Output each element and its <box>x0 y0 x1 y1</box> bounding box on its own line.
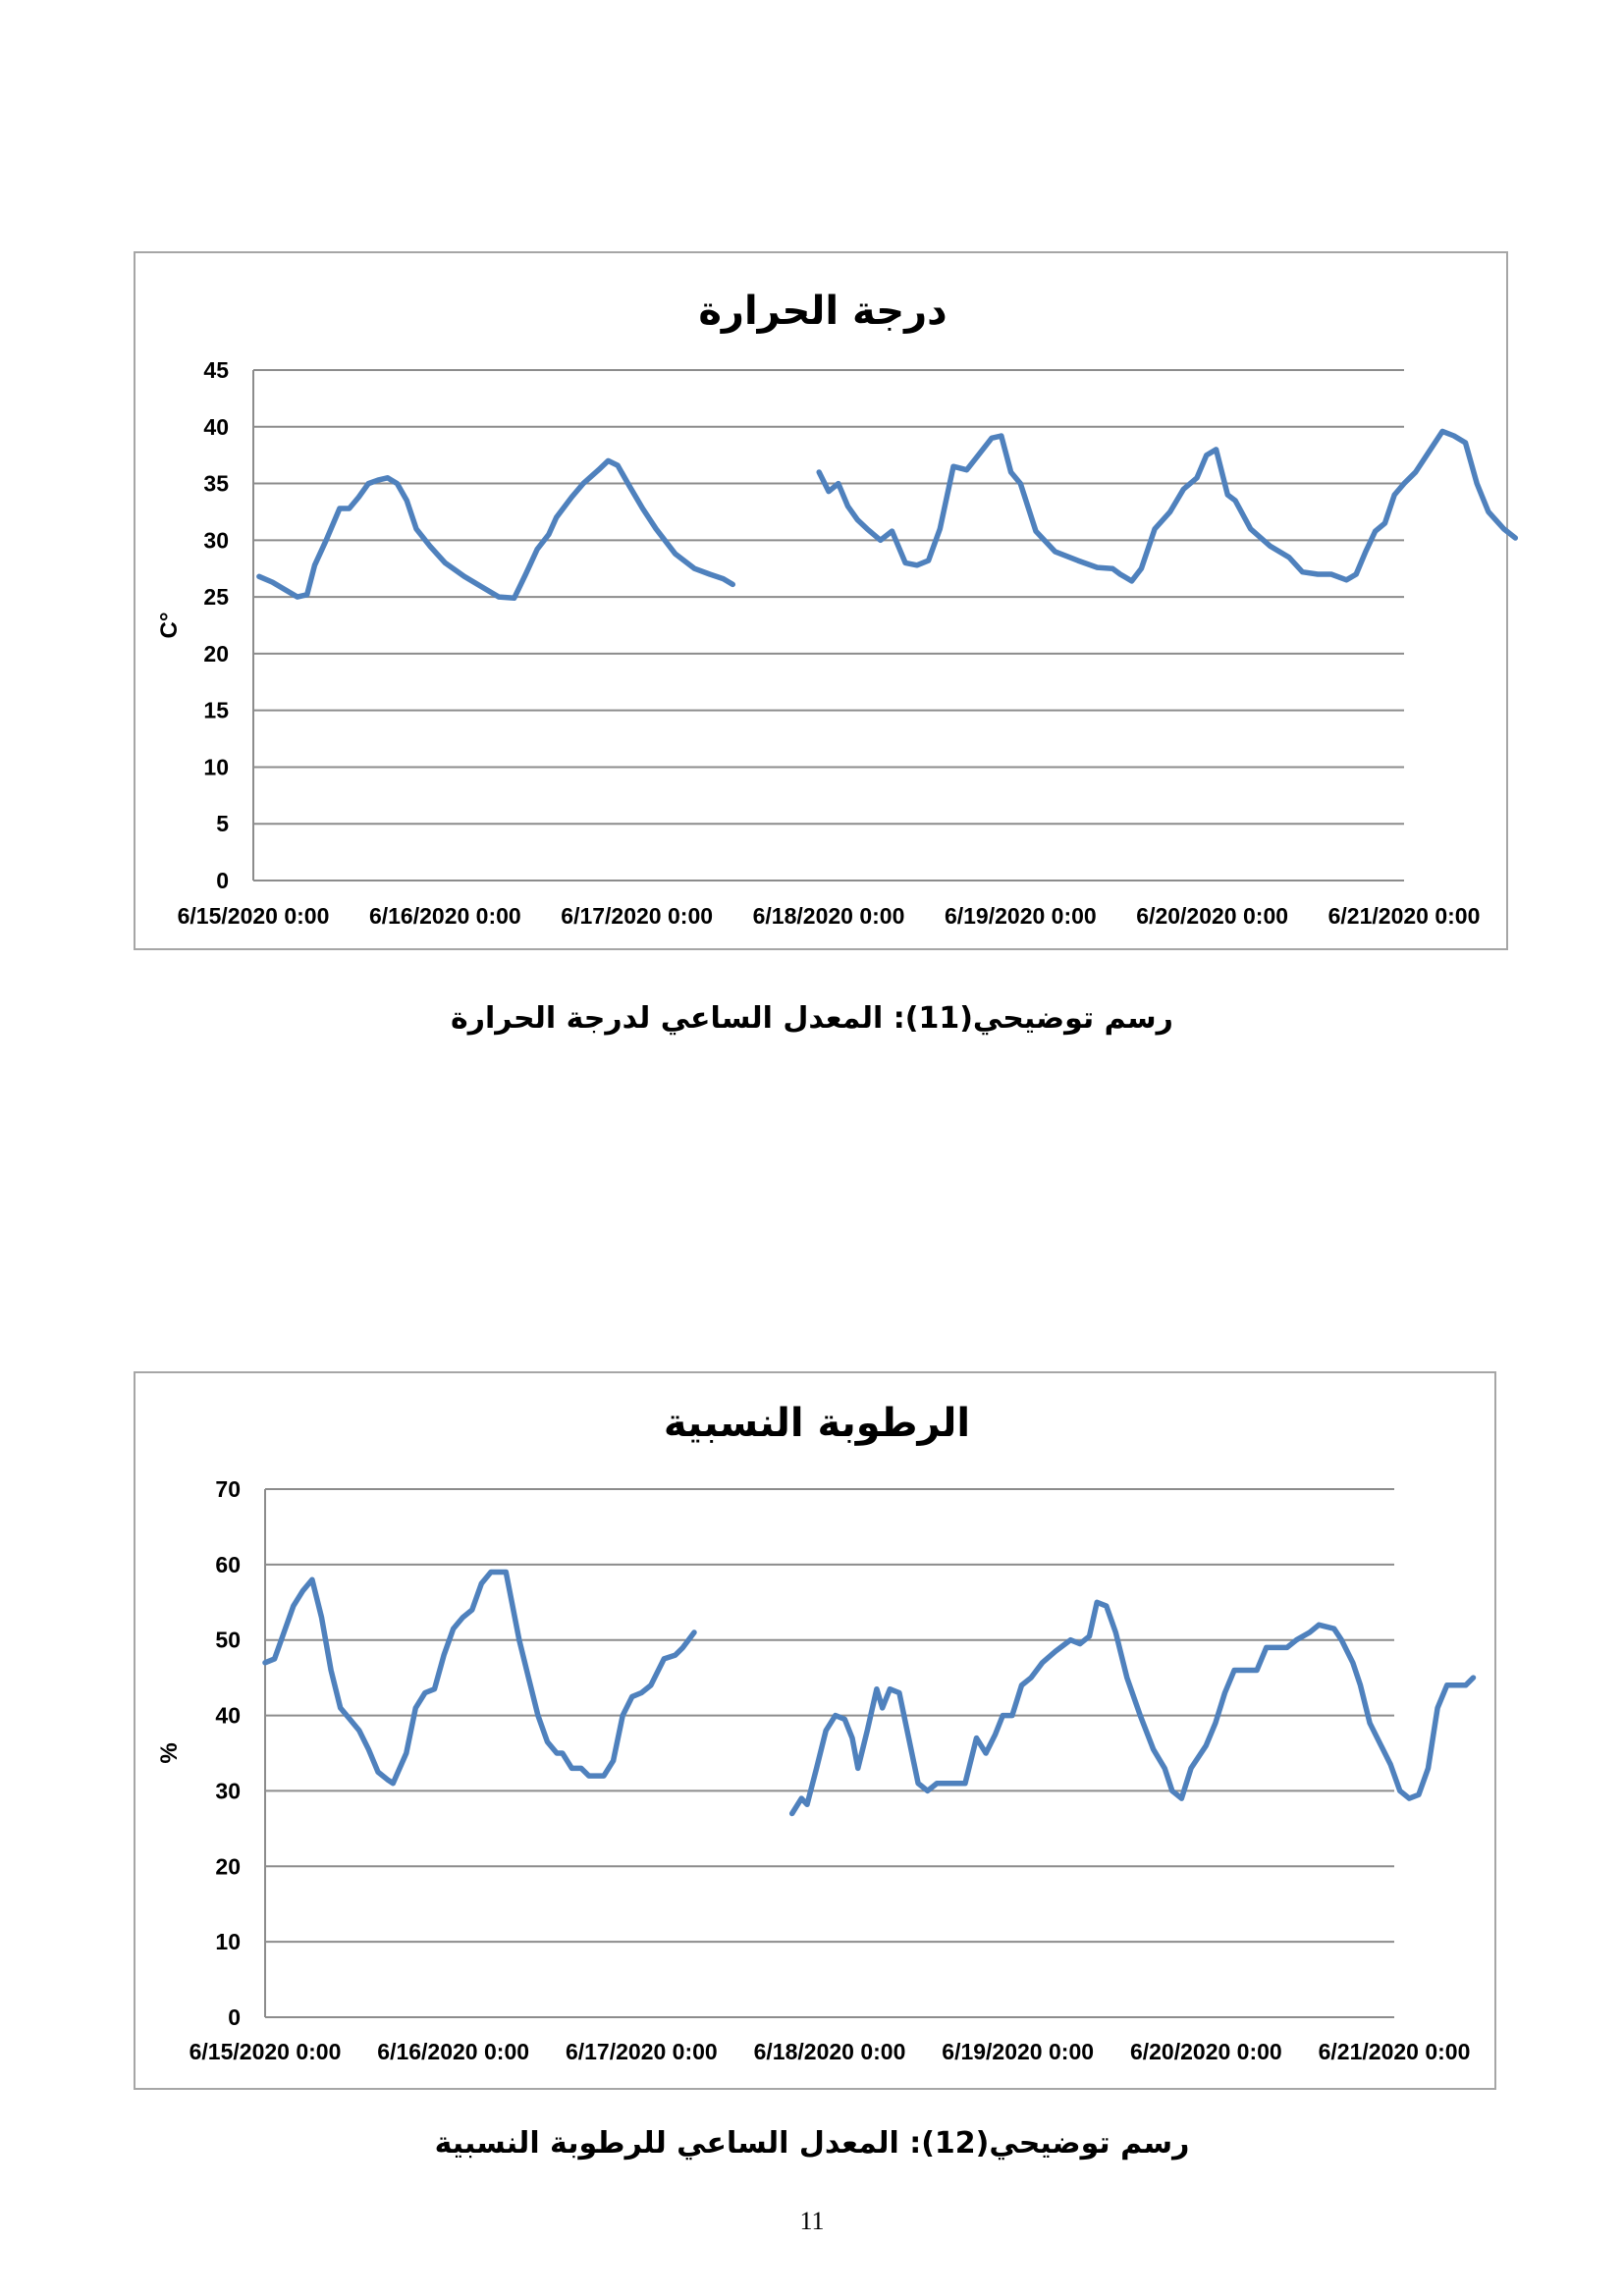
x-tick-label: 6/19/2020 0:00 <box>942 2039 1095 2064</box>
y-tick-label: 20 <box>215 1853 241 1880</box>
chart-title: درجة الحرارة <box>698 289 947 334</box>
chart-title: الرطوبة النسبية <box>663 1401 971 1446</box>
x-tick-label: 6/15/2020 0:00 <box>177 903 330 929</box>
figure-11-caption: رسم توضيحي(11): المعدل الساعي لدرجة الحرارة <box>451 1001 1173 1036</box>
x-tick-label: 6/21/2020 0:00 <box>1327 903 1481 929</box>
temperature-chart-svg <box>135 253 1510 952</box>
y-tick-label: 10 <box>203 754 229 780</box>
figure-12-caption: رسم توضيحي(12): المعدل الساعي للرطوبة النسبية <box>434 2126 1190 2161</box>
y-axis-label: % <box>156 1742 183 1764</box>
series-line-segment <box>259 460 732 598</box>
x-tick-label: 6/16/2020 0:00 <box>377 2039 530 2064</box>
page-number: 11 <box>799 2207 825 2235</box>
y-tick-label: 30 <box>215 1778 241 1804</box>
y-tick-label: 15 <box>203 697 229 723</box>
y-tick-label: 50 <box>215 1627 241 1653</box>
y-tick-label: 10 <box>215 1929 241 1955</box>
y-tick-label: 0 <box>228 2004 241 2030</box>
x-tick-label: 6/17/2020 0:00 <box>565 2039 718 2064</box>
x-tick-label: 6/16/2020 0:00 <box>368 903 521 929</box>
y-tick-label: 40 <box>203 413 229 440</box>
series-line-segment <box>819 431 1515 581</box>
x-tick-label: 6/19/2020 0:00 <box>944 903 1097 929</box>
y-tick-label: 0 <box>216 868 229 893</box>
series-line-segment <box>265 1573 694 1784</box>
humidity-chart <box>134 1371 1496 2090</box>
x-tick-label: 6/17/2020 0:00 <box>561 903 714 929</box>
x-tick-label: 6/20/2020 0:00 <box>1136 903 1289 929</box>
temperature-chart <box>134 251 1508 950</box>
series-line-segment <box>792 1602 1474 1813</box>
y-tick-label: 45 <box>203 357 229 383</box>
x-tick-label: 6/21/2020 0:00 <box>1318 2039 1471 2064</box>
y-tick-label: 35 <box>203 470 229 497</box>
x-tick-label: 6/15/2020 0:00 <box>189 2039 342 2064</box>
y-tick-label: 70 <box>215 1476 241 1502</box>
y-axis-label: C° <box>156 612 183 639</box>
x-tick-label: 6/20/2020 0:00 <box>1129 2039 1282 2064</box>
y-tick-label: 20 <box>203 640 229 667</box>
y-tick-label: 5 <box>216 811 229 837</box>
humidity-chart-svg <box>135 1373 1498 2092</box>
y-tick-label: 60 <box>215 1551 241 1577</box>
x-tick-label: 6/18/2020 0:00 <box>753 2039 906 2064</box>
y-tick-label: 40 <box>215 1702 241 1729</box>
y-tick-label: 25 <box>203 584 229 611</box>
x-tick-label: 6/18/2020 0:00 <box>752 903 905 929</box>
y-tick-label: 30 <box>203 527 229 554</box>
